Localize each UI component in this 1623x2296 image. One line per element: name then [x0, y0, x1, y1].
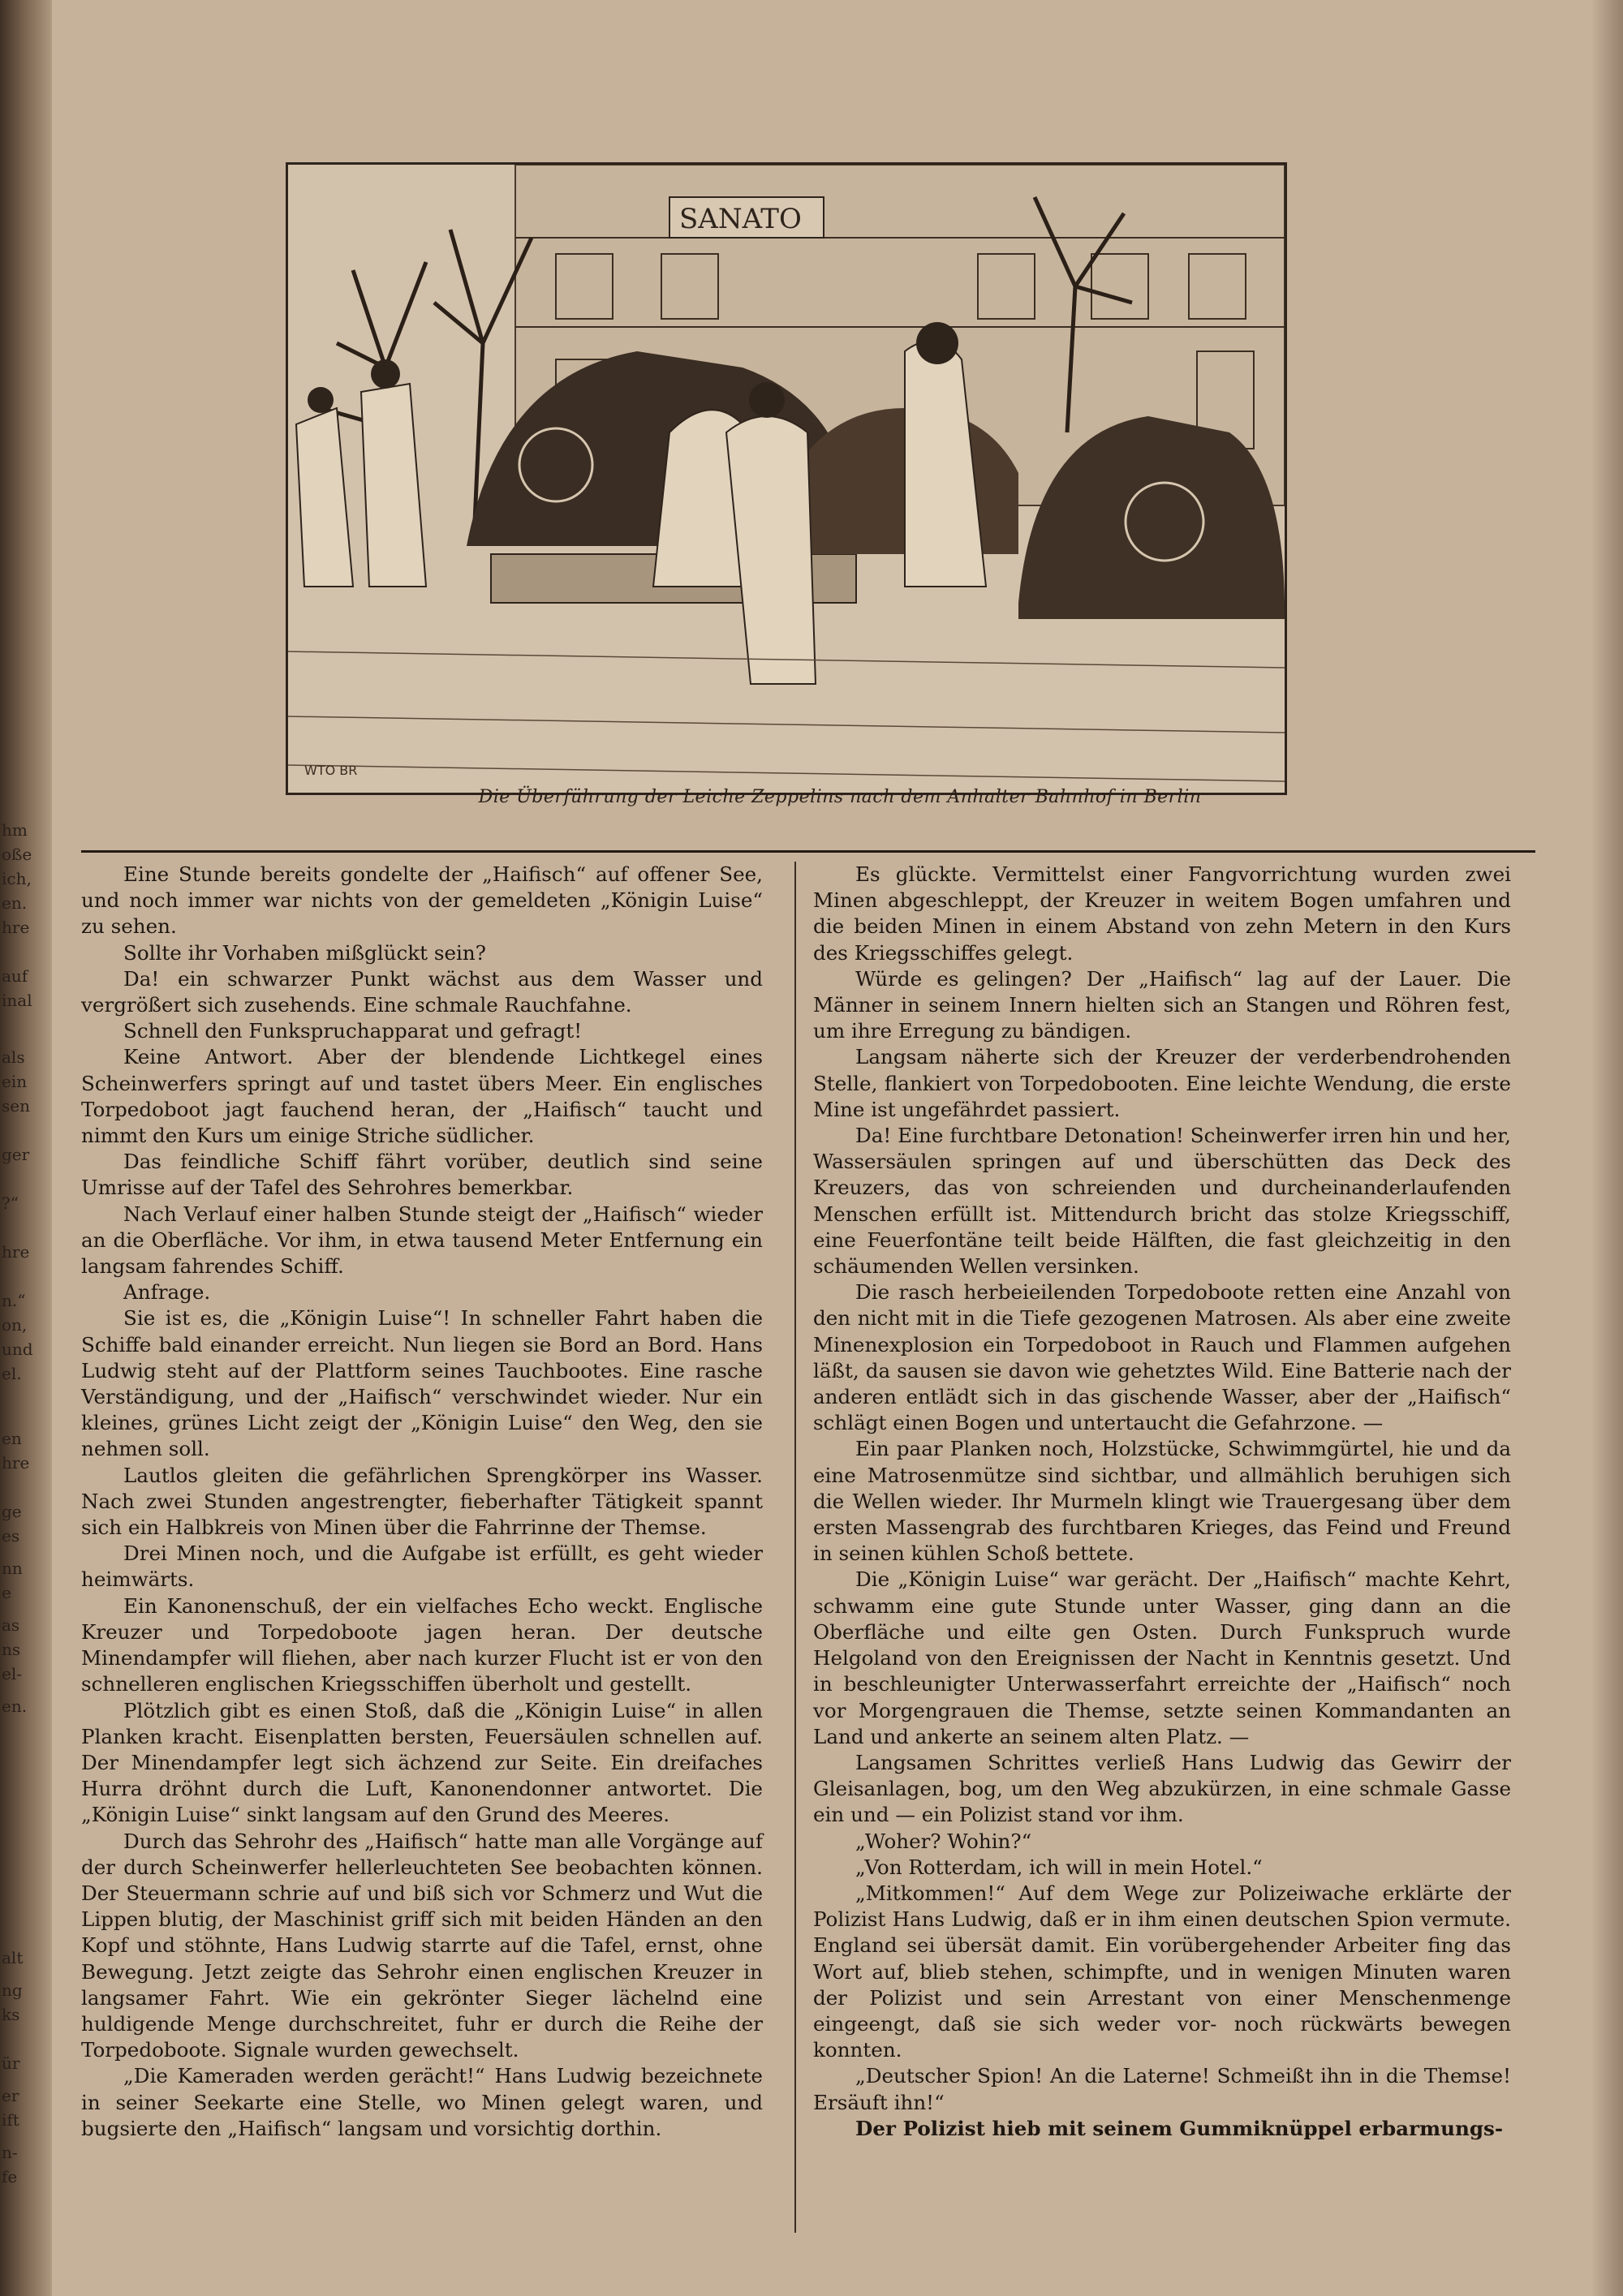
margin-fragment: es — [2, 1526, 20, 1546]
article-paragraph: Die rasch herbeieilenden Torpedoboote retten eine Anzahl von den nicht mit in die Tiefe gezogenen Matrosen. Als aber eine zweite Minenexplosion ein Torpedoboot in Rauch und Flammen aufgehen läßt, da sausen sie davon wie gehetztes Wild. Eine Batterie nach der anderen entlädt sich in das gischende Wasser, aber der „Haifisch“ schlägt einen Bogen und untertaucht die Gefahrzone. — — [813, 1280, 1511, 1435]
margin-fragment: en. — [2, 893, 28, 913]
article-paragraph: Plötzlich gibt es einen Stoß, daß die „Königin Luise“ in allen Planken kracht. Eisenplatten bersten, Feuersäulen schnellen auf. Der Minendampfer legt sich ächzend zur Seite. Ein dreifaches Hurra dröhnt durch die Luft, Kanonendonner antwortet. Die „Königin Luise“ sinkt langsam auf den Grund des Meeres. — [81, 1698, 763, 1827]
article-paragraph: Es glückte. Vermittelst einer Fangvorrichtung wurden zwei Minen abgeschleppt, der Kreuzer in weitem Bogen umfahren und die beiden Minen in einem Abstand von zehn Metern in den Kurs des Kriegsschiffes gelegt. — [813, 862, 1511, 965]
article-paragraph: Die „Königin Luise“ war gerächt. Der „Haifisch“ machte Kehrt, schwamm eine gute Stunde unter Wasser, ging dann an die Oberfläche und eilte gen Osten. Durch Funkspruch wurde Helgoland von den Ereignissen der Nacht in Kenntnis gesetzt. Und in beschleunigter Unterwasserfahrt erreichte der „Haifisch“ noch vor Morgengrauen die Themse, setzte seinen Kommandanten an Land und ankerte an seinem alten Platz. — — [813, 1567, 1511, 1748]
article-paragraph: Keine Antwort. Aber der blendende Lichtkegel eines Scheinwerfers springt auf und tastet übers Meer. Ein englisches Torpedoboot jagt fauchend heran, der „Haifisch“ taucht und nimmt den Kurs um einige Striche südlicher. — [81, 1045, 763, 1148]
article-paragraph: Schnell den Funkspruchapparat und gefragt! — [123, 1019, 583, 1043]
margin-fragment: en. — [2, 1696, 28, 1716]
margin-fragment: ich, — [2, 869, 32, 888]
margin-fragment: inal — [2, 991, 32, 1010]
margin-fragment: hre — [2, 1242, 30, 1262]
article-paragraph: Da! Eine furchtbare Detonation! Scheinwerfer irren hin und her, Wassersäulen springen auf und überschütten das Deck des Kreuzers, das von schreienden und durcheinanderlaufenden Menschen erfüllt ist. Mittendurch bricht das stolze Kriegsschiff, eine Feuerfontäne teilt beide Hälften, die fast gleichzeitig in den schäumenden Wellen versinken. — [813, 1124, 1511, 1279]
margin-fragment: n- — [2, 2143, 18, 2162]
margin-fragment: alt — [2, 1948, 24, 1967]
horizontal-rule — [81, 850, 1535, 853]
illustration-caption: Die Überführung der Leiche Zeppelins nach dem Anhalter Bahnhof in Berlin — [478, 787, 1202, 807]
article-paragraph: Ein Kanonenschuß, der ein vielfaches Echo weckt. Englische Kreuzer und Torpedoboote jagen heran. Der deutsche Minendampfer will fliehen, aber nach kurzer Flucht ist er von den schnelleren englischen Kriegsschiffen überholt und gestellt. — [81, 1593, 763, 1696]
margin-fragment: fe — [2, 2167, 18, 2186]
article-paragraph: Das feindliche Schiff fährt vorüber, deutlich sind seine Umrisse auf der Tafel des Sehrohres bemerkbar. — [81, 1150, 763, 1200]
margin-fragment: als — [2, 1047, 25, 1067]
engraving-drawing — [288, 165, 1285, 793]
sanatorium-sign: SANATO — [679, 203, 802, 235]
article-paragraph: Nach Verlauf einer halben Stunde steigt der „Haifisch“ wieder an die Oberfläche. Vor ihm, in etwa tausend Meter Entfernung ein langsam fahrendes Schiff. — [81, 1202, 763, 1279]
illustrator-signature: WTO BR — [304, 763, 358, 778]
article-paragraph: Der Polizist hieb mit seinem Gummiknüppel erbarmungs- — [855, 2116, 1504, 2140]
margin-fragment: er — [2, 2086, 19, 2105]
page-edge-shadow — [1591, 0, 1623, 2296]
margin-fragment: sen — [2, 1096, 30, 1116]
article-column-left — [81, 862, 763, 2142]
margin-fragment: el. — [2, 1364, 22, 1383]
article-paragraph: „Woher? Wohin?“ — [855, 1829, 1032, 1853]
article-paragraph: Sie ist es, die „Königin Luise“! In schneller Fahrt haben die Schiffe bald einander erreicht. Nun liegen sie Bord an Bord. Hans Ludwig steht auf der Plattform seines Tauchbootes. Eine rasche Verständigung, und der „Haifisch“ verschwindet wieder. Nur ein kleines, grünes Licht zeigt der „Königin Luise“ den Weg, den sie nehmen soll. — [81, 1306, 763, 1461]
article-paragraph: „Deutscher Spion! An die Laterne! Schmeißt ihn in die Themse! Ersäuft ihn!“ — [813, 2064, 1511, 2114]
margin-fragment: e — [2, 1583, 11, 1602]
previous-page-margin — [0, 0, 47, 2296]
margin-fragment: ks — [2, 2005, 20, 2024]
margin-fragment: ger — [2, 1145, 30, 1164]
margin-fragment: as — [2, 1615, 20, 1635]
article-paragraph: Lautlos gleiten die gefährlichen Sprengkörper ins Wasser. Nach zwei Stunden angestrengter, fieberhafter Tätigkeit spannt sich ein Halbkreis von Minen über die Fahrrinne der Themse. — [81, 1463, 763, 1540]
margin-fragment: oße — [2, 845, 32, 864]
margin-fragment: hre — [2, 1453, 30, 1473]
margin-fragment: ge — [2, 1502, 22, 1521]
illustration-zeppelin-coffin — [286, 162, 1287, 795]
article-paragraph: Eine Stunde bereits gondelte der „Haifisch“ auf offener See, und noch immer war nichts von der gemeldeten „Königin Luise“ zu sehen. — [81, 862, 763, 939]
article-paragraph: Da! ein schwarzer Punkt wächst aus dem Wasser und vergrößert sich zusehends. Eine schmale Rauchfahne. — [81, 966, 763, 1017]
margin-fragment: auf — [2, 966, 28, 986]
article-paragraph: Sollte ihr Vorhaben mißglückt sein? — [123, 940, 486, 965]
margin-fragment: el- — [2, 1664, 22, 1683]
article-paragraph: Durch das Sehrohr des „Haifisch“ hatte man alle Vorgänge auf der durch Scheinwerfer hellerleuchteten See beobachten können. Der Steuermann schrie auf und biß sich vor Schmerz und Wut die Lippen blutig, der Maschinist griff sich mit beiden Händen an den Kopf und stöhnte, Hans Ludwig starrte auf die Tafel, ernst, ohne Bewegung. Jetzt zeigte das Sehrohr einen englischen Kreuzer in langsamer Fahrt. Wie ein gekrönter Sieger lächelnd eine huldigende Menge durchschreitet, fuhr er durch die Reihe der Torpedoboote. Signale wurden gewechselt. — [81, 1829, 763, 2062]
margin-fragment: hre — [2, 918, 30, 937]
article-paragraph: Anfrage. — [123, 1280, 211, 1305]
article-paragraph: Drei Minen noch, und die Aufgabe ist erfüllt, es geht wieder heimwärts. — [81, 1541, 763, 1592]
column-divider — [794, 862, 796, 2233]
margin-fragment: on, — [2, 1315, 28, 1335]
margin-fragment: en — [2, 1429, 22, 1448]
margin-fragment: ift — [2, 2110, 19, 2130]
margin-fragment: nn — [2, 1559, 23, 1578]
article-paragraph: Würde es gelingen? Der „Haifisch“ lag auf der Lauer. Die Männer in seinem Innern hielten sich an Stangen und Röhren fest, um ihre Erregung zu bändigen. — [813, 966, 1511, 1043]
margin-fragment: hm — [2, 820, 28, 840]
margin-fragment: ?“ — [2, 1193, 19, 1213]
margin-fragment: ns — [2, 1640, 21, 1659]
article-paragraph: „Mitkommen!“ Auf dem Wege zur Polizeiwache erklärte der Polizist Hans Ludwig, daß er in ihm einen deutschen Spion vermute. England sei übersät damit. Ein vorübergehender Arbeiter fing das Wort auf, blieb stehen, schimpfte, und in wenigen Minuten waren der Polizist und sein Arrestant von einer Menschenmenge eingeengt, daß sie sich weder vor- noch rückwärts bewegen konnten. — [813, 1881, 1511, 2062]
margin-fragment: ür — [2, 2053, 20, 2073]
article-paragraph: „Die Kameraden werden gerächt!“ Hans Ludwig bezeichnete in seiner Seekarte eine Stelle, wo Minen gelegt waren, und bugsierte den „Haifisch“ langsam und vorsichtig dorthin. — [81, 2064, 763, 2140]
margin-fragment: ein — [2, 1072, 28, 1091]
margin-fragment: und — [2, 1339, 33, 1359]
article-paragraph: Langsamen Schrittes verließ Hans Ludwig das Gewirr der Gleisanlagen, bog, um den Weg abzukürzen, in eine schmale Gasse ein und — ein Polizist stand vor ihm. — [813, 1750, 1511, 1827]
margin-fragment: n.“ — [2, 1291, 26, 1310]
article-paragraph: „Von Rotterdam, ich will in mein Hotel.“ — [855, 1855, 1263, 1879]
article-column-right — [813, 862, 1511, 2142]
article-paragraph: Langsam näherte sich der Kreuzer der verderbendrohenden Stelle, flankiert von Torpedobooten. Eine leichte Wendung, die erste Mine ist ungefährdet passiert. — [813, 1045, 1511, 1121]
article-paragraph: Ein paar Planken noch, Holzstücke, Schwimmgürtel, hie und da eine Matrosenmütze sind sichtbar, und allmählich beruhigen sich die Wellen wieder. Ihr Murmeln klingt wie Trauergesang über dem ersten Massengrab des furchtbaren Krieges, das Feind und Freund in seinen kühlen Schoß bettete. — [813, 1437, 1511, 1566]
margin-fragment: ng — [2, 1980, 23, 2000]
